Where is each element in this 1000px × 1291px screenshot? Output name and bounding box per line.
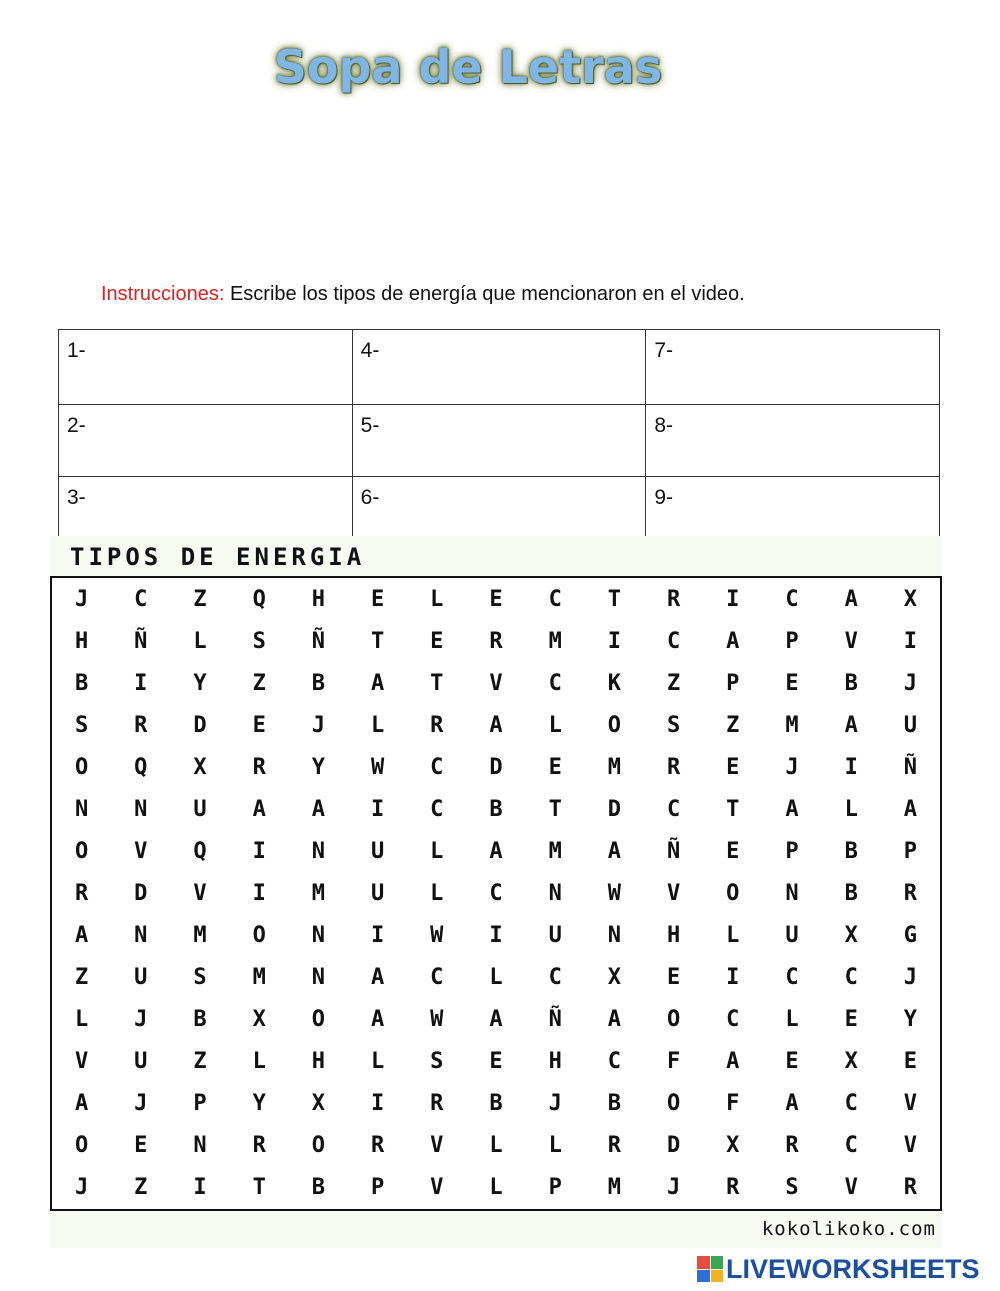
grid-cell[interactable]: B — [489, 1091, 503, 1117]
grid-cell[interactable]: X — [903, 586, 918, 612]
grid-cell[interactable]: I — [607, 628, 622, 654]
grid-cell[interactable]: P — [785, 838, 799, 864]
grid-cell[interactable]: P — [726, 670, 740, 696]
grid-cell[interactable]: D — [489, 754, 503, 780]
grid-cell[interactable]: Z — [134, 1175, 148, 1201]
grid-cell[interactable]: R — [370, 1133, 385, 1159]
grid-cell[interactable]: S — [430, 1049, 444, 1075]
grid-cell[interactable]: C — [666, 628, 681, 654]
answer-cell[interactable]: 4- — [352, 330, 646, 405]
grid-cell[interactable]: H — [311, 1049, 326, 1075]
grid-cell[interactable]: J — [548, 1091, 562, 1117]
grid-cell[interactable]: Z — [74, 965, 89, 991]
grid-cell[interactable]: L — [489, 965, 503, 991]
grid-cell[interactable]: U — [548, 923, 562, 949]
grid-cell[interactable]: C — [430, 796, 444, 822]
grid-cell[interactable]: Z — [193, 1049, 207, 1075]
grid-cell[interactable]: T — [430, 670, 444, 696]
grid-cell[interactable]: L — [844, 796, 858, 822]
grid-cell[interactable]: T — [607, 586, 622, 612]
grid-cell[interactable]: V — [903, 1091, 918, 1117]
answer-cell[interactable]: 8- — [646, 405, 940, 477]
grid-cell[interactable]: U — [370, 838, 385, 864]
grid-cell[interactable]: C — [607, 1049, 622, 1075]
grid-cell[interactable]: J — [666, 1175, 681, 1201]
grid-cell[interactable]: L — [430, 880, 444, 906]
grid-cell[interactable]: L — [785, 1007, 799, 1033]
grid-cell[interactable]: M — [193, 923, 207, 949]
grid-cell[interactable]: R — [74, 880, 89, 906]
grid-cell[interactable]: P — [903, 838, 918, 864]
grid-cell[interactable]: N — [311, 838, 326, 864]
grid-cell[interactable]: L — [74, 1007, 89, 1033]
grid-cell[interactable]: L — [489, 1133, 503, 1159]
grid-cell[interactable]: F — [726, 1091, 740, 1117]
instructions-text: Escribe los tipos de energía que mencionaron en el video. — [224, 283, 745, 305]
grid-cell[interactable]: O — [666, 1091, 681, 1117]
grid-cell[interactable]: L — [193, 628, 207, 654]
grid-cell[interactable]: K — [607, 670, 622, 696]
grid-cell[interactable]: C — [844, 965, 858, 991]
grid-cell[interactable]: Q — [134, 754, 148, 780]
grid-cell[interactable]: E — [903, 1049, 918, 1075]
grid-cell[interactable]: Y — [311, 754, 326, 780]
grid-cell[interactable]: T — [548, 796, 562, 822]
grid-cell[interactable]: C — [134, 586, 148, 612]
grid-cell[interactable]: H — [311, 586, 326, 612]
grid-cell[interactable]: S — [785, 1175, 799, 1201]
grid-cell[interactable]: C — [785, 965, 799, 991]
grid-cell[interactable]: I — [252, 838, 266, 864]
grid-cell[interactable]: S — [193, 965, 207, 991]
grid-cell[interactable]: Y — [903, 1007, 918, 1033]
grid-cell[interactable]: L — [489, 1175, 503, 1201]
grid-cell[interactable]: E — [726, 754, 740, 780]
grid-cell[interactable]: I — [726, 586, 740, 612]
grid-cell[interactable]: N — [134, 796, 148, 822]
grid-cell[interactable]: J — [903, 965, 918, 991]
grid-cell[interactable]: J — [903, 670, 918, 696]
grid-cell[interactable]: V — [489, 670, 503, 696]
grid-cell[interactable]: S — [74, 712, 89, 738]
grid-cell[interactable]: Ñ — [134, 628, 148, 654]
grid-cell[interactable]: I — [489, 923, 503, 949]
grid-cell[interactable]: V — [430, 1133, 444, 1159]
grid-cell[interactable]: R — [607, 1133, 622, 1159]
grid-cell[interactable]: O — [311, 1007, 326, 1033]
grid-cell[interactable]: O — [666, 1007, 681, 1033]
grid-cell[interactable]: O — [607, 712, 622, 738]
grid-cell[interactable]: E — [666, 965, 681, 991]
grid-cell[interactable]: S — [252, 628, 266, 654]
grid-cell[interactable]: Ñ — [903, 754, 918, 780]
grid-cell[interactable]: R — [666, 754, 681, 780]
grid-cell[interactable]: A — [489, 838, 503, 864]
grid-cell[interactable]: A — [785, 1091, 799, 1117]
grid-cell[interactable]: A — [489, 1007, 503, 1033]
answer-cell[interactable]: 2- — [59, 405, 353, 477]
grid-cell[interactable]: M — [607, 1175, 622, 1201]
grid-cell[interactable]: U — [134, 1049, 148, 1075]
grid-cell[interactable]: I — [134, 670, 148, 696]
grid-cell[interactable]: V — [74, 1049, 89, 1075]
grid-cell[interactable]: E — [844, 1007, 858, 1033]
grid-cell[interactable]: E — [370, 586, 385, 612]
grid-cell[interactable]: V — [666, 880, 681, 906]
grid-cell[interactable]: V — [903, 1133, 918, 1159]
brand-text: LIVEWORKSHEETS — [726, 1253, 980, 1284]
grid-cell[interactable]: R — [726, 1175, 740, 1201]
answer-cell[interactable]: 7- — [646, 330, 940, 405]
grid-cell[interactable]: E — [489, 586, 503, 612]
grid-cell[interactable]: W — [430, 1007, 444, 1033]
grid-cell[interactable]: R — [489, 628, 503, 654]
grid-cell[interactable]: L — [370, 712, 385, 738]
grid-cell[interactable]: I — [844, 754, 858, 780]
grid-cell[interactable]: A — [370, 1007, 385, 1033]
grid-cell[interactable]: V — [134, 838, 148, 864]
grid-cell[interactable]: B — [489, 796, 503, 822]
grid-cell[interactable]: W — [430, 923, 444, 949]
grid-cell[interactable]: J — [311, 712, 326, 738]
grid-cell[interactable]: R — [252, 1133, 266, 1159]
grid-cell[interactable]: I — [370, 1091, 385, 1117]
grid-cell[interactable]: E — [548, 754, 562, 780]
grid-cell[interactable]: O — [726, 880, 740, 906]
letter-grid — [50, 576, 942, 1211]
grid-cell[interactable]: A — [785, 796, 799, 822]
grid-cell[interactable]: D — [666, 1133, 681, 1159]
grid-cell[interactable]: R — [134, 712, 148, 738]
grid-cell[interactable]: J — [785, 754, 799, 780]
grid-cell[interactable]: N — [785, 880, 799, 906]
grid-cell[interactable]: A — [607, 838, 622, 864]
grid-cell[interactable]: I — [370, 796, 385, 822]
grid-cell[interactable]: W — [370, 754, 385, 780]
grid-cell[interactable]: M — [252, 965, 266, 991]
grid-cell[interactable]: D — [607, 796, 622, 822]
grid-cell[interactable]: O — [311, 1133, 326, 1159]
grid-cell[interactable]: E — [726, 838, 740, 864]
answer-cell[interactable]: 6- — [352, 477, 646, 549]
grid-cell[interactable]: X — [844, 923, 858, 949]
grid-cell[interactable]: I — [726, 965, 740, 991]
grid-cell[interactable]: E — [785, 1049, 799, 1075]
liveworksheets-logo-icon — [697, 1256, 723, 1282]
word-search-puzzle — [50, 536, 942, 1248]
grid-cell[interactable]: X — [607, 965, 622, 991]
answer-row — [59, 330, 940, 405]
answer-cell[interactable]: 1- — [59, 330, 353, 405]
grid-cell[interactable]: A — [903, 796, 918, 822]
brand-footer — [697, 1254, 980, 1284]
grid-cell[interactable]: P — [548, 1175, 562, 1201]
grid-cell[interactable]: B — [311, 670, 326, 696]
grid-cell[interactable]: O — [74, 1133, 89, 1159]
grid-cell[interactable]: A — [252, 796, 266, 822]
puzzle-credit: kokolikoko.com — [761, 1218, 936, 1240]
grid-cell[interactable]: Z — [193, 586, 207, 612]
grid-cell[interactable]: U — [903, 712, 918, 738]
grid-cell[interactable]: X — [726, 1133, 740, 1159]
grid-cell[interactable]: J — [74, 586, 89, 612]
grid-cell[interactable]: Ñ — [311, 628, 326, 654]
grid-cell[interactable]: J — [74, 1175, 89, 1201]
grid-cell[interactable]: A — [844, 712, 858, 738]
grid-cell[interactable]: A — [311, 796, 326, 822]
grid-cell[interactable]: I — [193, 1175, 207, 1201]
grid-cell[interactable]: I — [903, 628, 918, 654]
grid-cell[interactable]: R — [430, 1091, 444, 1117]
grid-cell[interactable]: G — [903, 923, 918, 949]
grid-cell[interactable]: Y — [193, 670, 207, 696]
grid-cell[interactable]: S — [666, 712, 681, 738]
grid-cell[interactable]: N — [74, 796, 89, 822]
grid-cell[interactable]: E — [489, 1049, 503, 1075]
grid-cell[interactable]: H — [666, 923, 681, 949]
grid-cell[interactable]: Z — [252, 670, 266, 696]
grid-cell[interactable]: A — [489, 712, 503, 738]
grid-cell[interactable]: B — [844, 880, 858, 906]
grid-cell[interactable]: N — [193, 1133, 207, 1159]
grid-cell[interactable]: V — [844, 1175, 858, 1201]
grid-cell[interactable]: Y — [252, 1091, 266, 1117]
answer-cell[interactable]: 5- — [352, 405, 646, 477]
grid-cell[interactable]: L — [252, 1049, 266, 1075]
grid-cell[interactable]: J — [134, 1091, 148, 1117]
grid-cell[interactable]: T — [726, 796, 740, 822]
grid-cell[interactable]: N — [311, 965, 326, 991]
grid-cell[interactable]: J — [134, 1007, 148, 1033]
grid-cell[interactable]: A — [844, 586, 858, 612]
grid-cell[interactable]: B — [844, 838, 858, 864]
grid-cell[interactable]: N — [134, 923, 148, 949]
grid-cell[interactable]: C — [844, 1133, 858, 1159]
grid-cell[interactable]: Z — [726, 712, 740, 738]
grid-cell[interactable]: M — [311, 880, 326, 906]
grid-cell[interactable]: A — [370, 670, 385, 696]
grid-cell[interactable]: R — [430, 712, 444, 738]
grid-cell[interactable]: M — [548, 838, 562, 864]
grid-cell[interactable]: C — [548, 586, 562, 612]
grid-cell[interactable]: X — [311, 1091, 326, 1117]
grid-cell[interactable]: U — [785, 923, 799, 949]
grid-cell[interactable]: A — [74, 1091, 89, 1117]
grid-cell[interactable]: D — [134, 880, 148, 906]
grid-cell[interactable]: O — [74, 754, 89, 780]
page-title: Sopa de Letras — [273, 40, 663, 94]
grid-cell[interactable]: E — [252, 712, 266, 738]
grid-cell[interactable]: Q — [252, 586, 266, 612]
puzzle-title: TIPOS DE ENERGIA — [70, 543, 366, 571]
grid-cell[interactable]: P — [193, 1091, 207, 1117]
grid-cell[interactable]: R — [666, 586, 681, 612]
grid-cell[interactable]: E — [785, 670, 799, 696]
grid-cell[interactable]: C — [844, 1091, 858, 1117]
grid-cell[interactable]: O — [252, 923, 266, 949]
grid-cell[interactable]: C — [785, 586, 799, 612]
grid-cell[interactable]: X — [252, 1007, 266, 1033]
grid-cell[interactable]: L — [430, 838, 444, 864]
grid-cell[interactable]: I — [252, 880, 266, 906]
grid-cell[interactable]: L — [370, 1049, 385, 1075]
grid-cell[interactable]: B — [844, 670, 858, 696]
grid-cell[interactable]: X — [844, 1049, 858, 1075]
instructions-label: Instrucciones: — [101, 283, 225, 305]
instructions — [101, 283, 745, 306]
grid-cell[interactable]: B — [193, 1007, 207, 1033]
grid-cell[interactable]: U — [370, 880, 385, 906]
grid-cell[interactable]: D — [193, 712, 207, 738]
grid-cell[interactable]: I — [370, 923, 385, 949]
grid-cell[interactable]: P — [785, 628, 799, 654]
grid-cell[interactable]: N — [311, 923, 326, 949]
grid-cell[interactable]: V — [193, 880, 207, 906]
answer-table — [58, 329, 940, 549]
answer-cell[interactable]: 3- — [59, 477, 353, 549]
grid-cell[interactable]: R — [903, 880, 918, 906]
grid-cell[interactable]: C — [489, 880, 503, 906]
grid-cell[interactable]: H — [548, 1049, 562, 1075]
grid-cell[interactable]: A — [370, 965, 385, 991]
answer-cell[interactable]: 9- — [646, 477, 940, 549]
grid-cell[interactable]: Ñ — [666, 838, 681, 864]
grid-cell[interactable]: V — [844, 628, 858, 654]
grid-cell[interactable]: U — [134, 965, 148, 991]
grid-cell[interactable]: M — [607, 754, 622, 780]
grid-cell[interactable]: R — [903, 1175, 918, 1201]
grid-cell[interactable]: C — [548, 670, 562, 696]
grid-cell[interactable]: H — [74, 628, 89, 654]
grid-cell[interactable]: Ñ — [548, 1007, 562, 1033]
grid-cell[interactable]: L — [548, 1133, 562, 1159]
grid-cell[interactable]: O — [74, 838, 89, 864]
grid-cell[interactable]: W — [607, 880, 622, 906]
grid-cell[interactable]: E — [134, 1133, 148, 1159]
grid-cell[interactable]: C — [726, 1007, 740, 1033]
grid-cell[interactable]: T — [252, 1175, 266, 1201]
grid-cell[interactable]: E — [430, 628, 444, 654]
grid-cell[interactable]: C — [430, 965, 444, 991]
grid-cell[interactable]: C — [548, 965, 562, 991]
grid-cell[interactable]: Z — [666, 670, 681, 696]
grid-cell[interactable]: N — [548, 880, 562, 906]
answer-row — [59, 405, 940, 477]
grid-cell[interactable]: U — [193, 796, 207, 822]
grid-cell[interactable]: A — [74, 923, 89, 949]
grid-cell[interactable]: N — [607, 923, 622, 949]
grid-cell[interactable]: P — [370, 1175, 385, 1201]
grid-cell[interactable]: L — [548, 712, 562, 738]
grid-cell[interactable]: C — [666, 796, 681, 822]
grid-cell[interactable]: C — [430, 754, 444, 780]
grid-cell[interactable]: A — [726, 1049, 740, 1075]
grid-cell[interactable]: R — [252, 754, 266, 780]
grid-cell[interactable]: X — [193, 754, 207, 780]
grid-cell[interactable]: F — [666, 1049, 681, 1075]
grid-cell[interactable]: Q — [193, 838, 207, 864]
grid-cell[interactable]: B — [74, 670, 89, 696]
grid-cell[interactable]: T — [370, 628, 385, 654]
grid-cell[interactable]: L — [430, 586, 444, 612]
grid-cell[interactable]: R — [785, 1133, 799, 1159]
grid-cell[interactable]: B — [607, 1091, 622, 1117]
grid-cell[interactable]: A — [607, 1007, 622, 1033]
grid-cell[interactable]: M — [785, 712, 799, 738]
grid-cell[interactable]: L — [726, 923, 740, 949]
grid-cell[interactable]: A — [726, 628, 740, 654]
grid-cell[interactable]: V — [430, 1175, 444, 1201]
grid-cell[interactable]: M — [548, 628, 562, 654]
grid-cell[interactable]: B — [311, 1175, 326, 1201]
